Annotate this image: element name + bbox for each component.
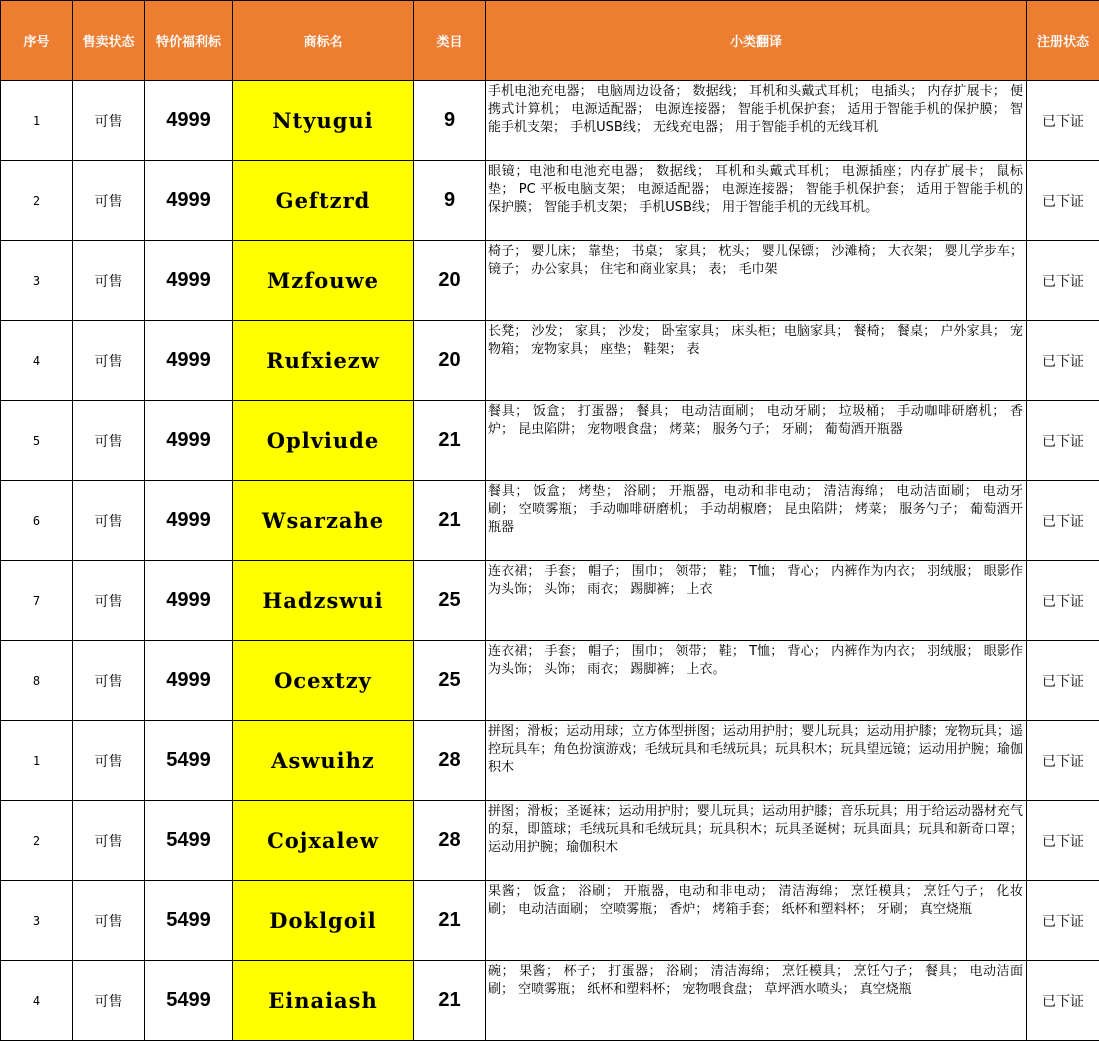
cell-trademark: Cojxalew xyxy=(233,801,414,881)
table-row xyxy=(1,161,1099,241)
cell-sale-status: 可售 xyxy=(73,241,145,321)
cell-class: 9 xyxy=(414,81,486,161)
cell-trademark: Rufxiezw xyxy=(233,321,414,401)
cell-items: 连衣裙； 手套； 帽子； 围巾； 领带； 鞋； T恤； 背心； 内裤作为内衣； 羽绒服； 眼影作为头饰； 头饰； 雨衣； 踢脚裤； 上衣。 xyxy=(486,641,1027,721)
cell-items: 碗； 果酱； 杯子； 打蛋器； 浴刷； 清洁海绵； 烹饪模具； 烹饪勺子； 餐具； 电动洁面刷； 空喷雾瓶； 纸杯和塑料杯； 宠物喂食盘； 草坪洒水喷头； 真空烧瓶 xyxy=(486,961,1027,1041)
cell-items: 餐具； 饭盒； 烤垫； 浴刷； 开瓶器，电动和非电动； 清洁海绵； 电动洁面刷； 电动牙刷； 空喷雾瓶； 手动咖啡研磨机； 手动胡椒磨； 昆虫陷阱； 烤菜； 服务勺子； 葡萄酒开瓶器 xyxy=(486,481,1027,561)
cell-no: 1 xyxy=(1,721,73,801)
cell-no: 7 xyxy=(1,561,73,641)
cell-trademark: Hadzswui xyxy=(233,561,414,641)
table-row xyxy=(1,961,1099,1041)
cell-trademark: Doklgoil xyxy=(233,881,414,961)
cell-no: 4 xyxy=(1,961,73,1041)
header-class: 类目 xyxy=(414,1,486,81)
cell-sale-status: 可售 xyxy=(73,721,145,801)
cell-trademark: Wsarzahe xyxy=(233,481,414,561)
cell-reg-status: 已下证 xyxy=(1027,401,1099,481)
header-reg-status: 注册状态 xyxy=(1027,1,1099,81)
cell-trademark: Geftzrd xyxy=(233,161,414,241)
cell-no: 4 xyxy=(1,321,73,401)
cell-class: 21 xyxy=(414,961,486,1041)
cell-price: 5499 xyxy=(145,721,233,801)
cell-no: 5 xyxy=(1,401,73,481)
cell-price: 5499 xyxy=(145,961,233,1041)
cell-no: 6 xyxy=(1,481,73,561)
cell-reg-status: 已下证 xyxy=(1027,81,1099,161)
table-row xyxy=(1,241,1099,321)
cell-price: 4999 xyxy=(145,161,233,241)
cell-sale-status: 可售 xyxy=(73,321,145,401)
cell-items: 果酱； 饭盒； 浴刷； 开瓶器，电动和非电动； 清洁海绵； 烹饪模具； 烹饪勺子； 化妆刷； 电动洁面刷； 空喷雾瓶； 香炉； 烤箱手套； 纸杯和塑料杯； 牙刷； 真空烧瓶 xyxy=(486,881,1027,961)
cell-reg-status: 已下证 xyxy=(1027,881,1099,961)
cell-price: 4999 xyxy=(145,81,233,161)
header-price: 特价福利标 xyxy=(145,1,233,81)
cell-price: 4999 xyxy=(145,401,233,481)
cell-price: 5499 xyxy=(145,881,233,961)
cell-class: 20 xyxy=(414,241,486,321)
cell-sale-status: 可售 xyxy=(73,641,145,721)
header-trademark: 商标名 xyxy=(233,1,414,81)
header-no: 序号 xyxy=(1,1,73,81)
table-body xyxy=(1,81,1099,1041)
cell-price: 4999 xyxy=(145,481,233,561)
cell-trademark: Mzfouwe xyxy=(233,241,414,321)
cell-trademark: Ocextzy xyxy=(233,641,414,721)
cell-sale-status: 可售 xyxy=(73,801,145,881)
cell-sale-status: 可售 xyxy=(73,81,145,161)
cell-items: 连衣裙； 手套； 帽子； 围巾； 领带； 鞋； T恤； 背心； 内裤作为内衣； 羽绒服； 眼影作为头饰； 头饰； 雨衣； 踢脚裤； 上衣 xyxy=(486,561,1027,641)
cell-reg-status: 已下证 xyxy=(1027,561,1099,641)
header-sale-status: 售卖状态 xyxy=(73,1,145,81)
table-row xyxy=(1,401,1099,481)
cell-trademark: Einaiash xyxy=(233,961,414,1041)
cell-sale-status: 可售 xyxy=(73,161,145,241)
table-row xyxy=(1,561,1099,641)
cell-class: 9 xyxy=(414,161,486,241)
cell-class: 28 xyxy=(414,721,486,801)
cell-no: 2 xyxy=(1,801,73,881)
table-row xyxy=(1,641,1099,721)
cell-items: 拼图；滑板；圣诞袜；运动用护肘；婴儿玩具；运动用护膝；音乐玩具；用于给运动器材充气的泵，即篮球；毛绒玩具和毛绒玩具；玩具积木；玩具圣诞树；玩具面具；玩具和新奇口罩；运动用护腕；瑜伽积木 xyxy=(486,801,1027,881)
cell-sale-status: 可售 xyxy=(73,561,145,641)
table-row xyxy=(1,81,1099,161)
cell-class: 21 xyxy=(414,481,486,561)
table-row xyxy=(1,881,1099,961)
cell-trademark: Aswuihz xyxy=(233,721,414,801)
cell-items: 手机电池充电器； 电脑周边设备； 数据线； 耳机和头戴式耳机； 电插头； 内存扩展卡； 便携式计算机； 电源适配器； 电源连接器； 智能手机保护套； 适用于智能手机的保护膜； 智能手机支架； 手机USB线； 无线充电器； 用于智能手机的无线耳机 xyxy=(486,81,1027,161)
table-row xyxy=(1,721,1099,801)
cell-reg-status: 已下证 xyxy=(1027,161,1099,241)
cell-items: 椅子； 婴儿床； 靠垫； 书桌； 家具； 枕头； 婴儿保镖； 沙滩椅； 大衣架； 婴儿学步车； 镜子； 办公家具； 住宅和商业家具； 表； 毛巾架 xyxy=(486,241,1027,321)
cell-price: 4999 xyxy=(145,321,233,401)
cell-reg-status: 已下证 xyxy=(1027,961,1099,1041)
cell-items: 餐具； 饭盒； 打蛋器； 餐具； 电动洁面刷； 电动牙刷； 垃圾桶； 手动咖啡研磨机； 香炉； 昆虫陷阱； 宠物喂食盘； 烤菜； 服务勺子； 牙刷； 葡萄酒开瓶器 xyxy=(486,401,1027,481)
cell-items: 长凳； 沙发； 家具； 沙发； 卧室家具； 床头柜；电脑家具； 餐椅； 餐桌； 户外家具； 宠物箱； 宠物家具； 座垫； 鞋架； 表 xyxy=(486,321,1027,401)
cell-trademark: Ntyugui xyxy=(233,81,414,161)
cell-items: 眼镜；电池和电池充电器； 数据线； 耳机和头戴式耳机； 电源插座；内存扩展卡； 鼠标垫； PC 平板电脑支架； 电源适配器； 电源连接器； 智能手机保护套； 适用于智能手机的保护膜； 智能手机支架； 手机USB线； 用于智能手机的无线耳机。 xyxy=(486,161,1027,241)
cell-no: 8 xyxy=(1,641,73,721)
cell-reg-status: 已下证 xyxy=(1027,241,1099,321)
cell-sale-status: 可售 xyxy=(73,401,145,481)
header-row xyxy=(1,1,1099,81)
cell-no: 2 xyxy=(1,161,73,241)
cell-class: 25 xyxy=(414,641,486,721)
cell-reg-status: 已下证 xyxy=(1027,721,1099,801)
cell-reg-status: 已下证 xyxy=(1027,481,1099,561)
cell-sale-status: 可售 xyxy=(73,961,145,1041)
cell-reg-status: 已下证 xyxy=(1027,641,1099,721)
cell-no: 3 xyxy=(1,881,73,961)
cell-class: 28 xyxy=(414,801,486,881)
table-row xyxy=(1,481,1099,561)
cell-class: 21 xyxy=(414,401,486,481)
table-row xyxy=(1,801,1099,881)
cell-reg-status: 已下证 xyxy=(1027,321,1099,401)
cell-reg-status: 已下证 xyxy=(1027,801,1099,881)
table-row xyxy=(1,321,1099,401)
cell-price: 4999 xyxy=(145,561,233,641)
cell-class: 25 xyxy=(414,561,486,641)
cell-price: 4999 xyxy=(145,241,233,321)
cell-trademark: Oplviude xyxy=(233,401,414,481)
cell-class: 20 xyxy=(414,321,486,401)
cell-no: 3 xyxy=(1,241,73,321)
cell-price: 4999 xyxy=(145,641,233,721)
cell-sale-status: 可售 xyxy=(73,481,145,561)
header-items: 小类翻译 xyxy=(486,1,1027,81)
cell-no: 1 xyxy=(1,81,73,161)
cell-price: 5499 xyxy=(145,801,233,881)
cell-sale-status: 可售 xyxy=(73,881,145,961)
cell-items: 拼图；滑板；运动用球；立方体型拼图；运动用护肘；婴儿玩具；运动用护膝；宠物玩具；遥控玩具车；角色扮演游戏；毛绒玩具和毛绒玩具；玩具积木；玩具望远镜；运动用护腕；瑜伽积木 xyxy=(486,721,1027,801)
cell-class: 21 xyxy=(414,881,486,961)
